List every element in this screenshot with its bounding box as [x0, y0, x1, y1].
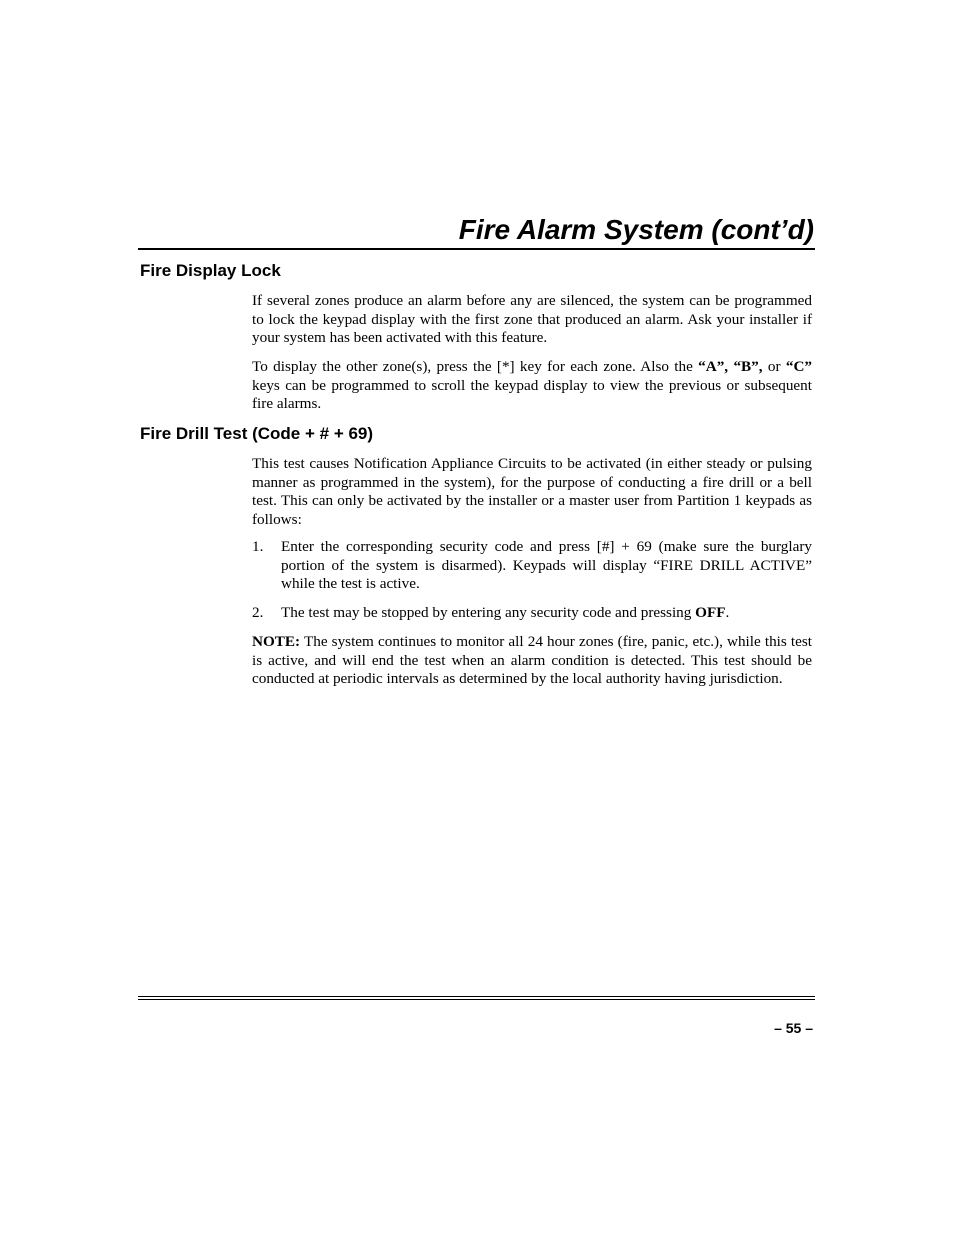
footer-divider: [138, 996, 815, 997]
list-item: [252, 604, 812, 623]
key-c-label: “C”: [785, 358, 813, 375]
list-text: Enter the corresponding security code and press [#] + 69 (make sure the burglary portion of the system is disarmed). Keypads will display “FIRE DRILL ACTIVE” while the test is active.: [281, 538, 812, 593]
text-segment: .: [725, 604, 730, 621]
paragraph-drill-intro: This test causes Notification Appliance Circuits to be activated (in either steady or pulsing manner as programmed in the system), for the purpose of conducting a fire drill or a bell test. This can only be activated by the installer or a master user from Partition 1 keypads as follows:: [252, 455, 812, 528]
text-segment: The test may be stopped by entering any security code and pressing: [281, 604, 696, 621]
list-text: [281, 604, 812, 623]
off-key-label: OFF: [695, 604, 726, 621]
list-number: 2.: [252, 604, 264, 621]
page-number: – 55 –: [774, 1020, 813, 1036]
footer-divider: [138, 999, 815, 1000]
note-text: The system continues to monitor all 24 hour zones (fire, panic, etc.), while this test is active, and will end the test when an alarm condition is detected. This test should be conducted at periodic intervals as determined by the local authority having jurisdiction.: [252, 633, 812, 688]
paragraph-scroll-keys: [252, 358, 812, 414]
note-label: NOTE:: [252, 633, 301, 650]
paragraph-display-lock: If several zones produce an alarm before any are silenced, the system can be programmed to lock the keypad display with the first zone that produced an alarm. Ask your installer if your system has been activated with this feature.: [252, 292, 812, 347]
key-a-label: “A”,: [698, 358, 729, 375]
text-segment: To display the other zone(s), press the [*] key for each zone. Also the: [252, 358, 699, 375]
list-number: 1.: [252, 538, 264, 555]
section-heading-fire-display-lock: Fire Display Lock: [140, 261, 281, 280]
text-segment: or: [762, 358, 786, 375]
title-divider: [138, 248, 815, 250]
page-title: Fire Alarm System (cont’d): [458, 214, 814, 245]
key-b-label: “B”,: [733, 358, 763, 375]
section-heading-fire-drill-test: Fire Drill Test (Code + # + 69): [140, 424, 374, 443]
text-segment: keys can be programmed to scroll the keypad display to view the previous or subsequent fire alarms.: [252, 376, 812, 413]
list-item: [252, 538, 812, 594]
note-paragraph: [252, 633, 812, 689]
